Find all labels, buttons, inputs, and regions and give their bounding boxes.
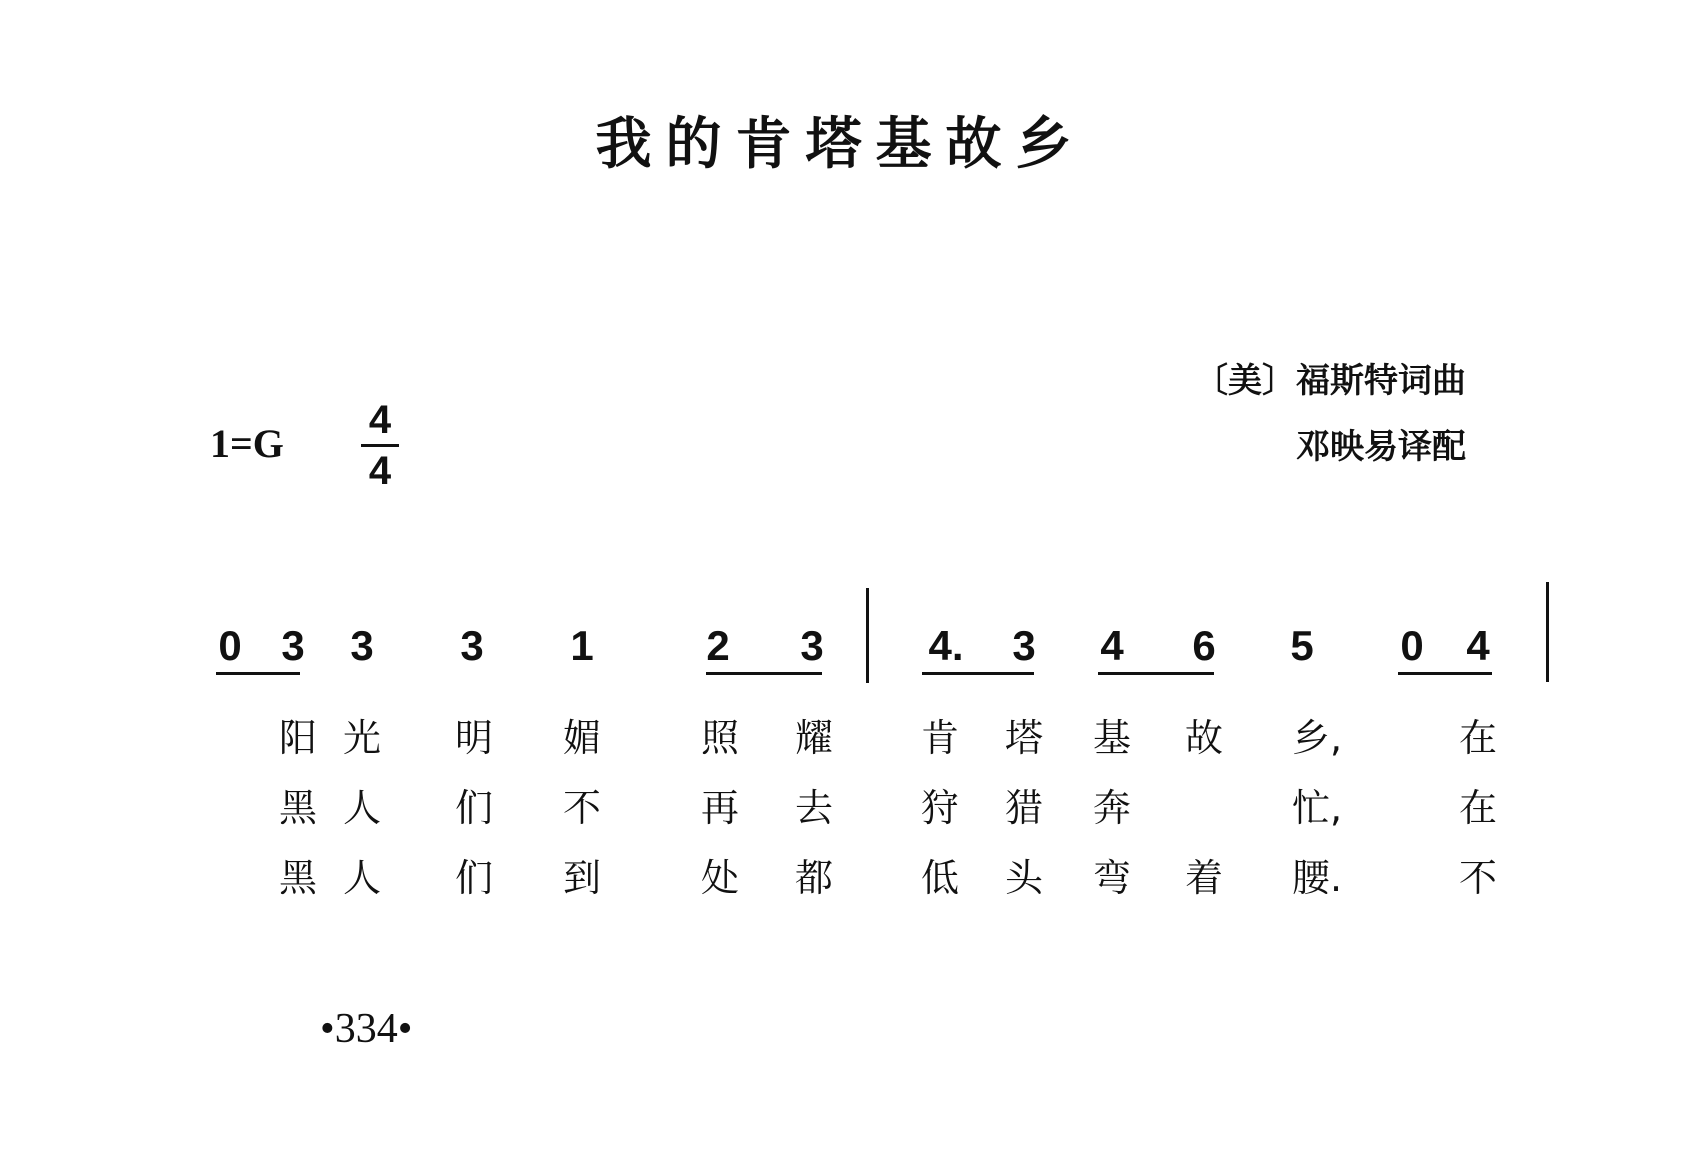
lyric-char: 着 bbox=[1184, 856, 1223, 900]
note: 3 bbox=[800, 622, 824, 669]
lyric-char: 乡, bbox=[1291, 716, 1343, 760]
lyric-char: 处 bbox=[700, 856, 739, 900]
lyric-char: 明 bbox=[454, 716, 493, 760]
note: 0 bbox=[218, 622, 242, 669]
lyric-char: 媚 bbox=[562, 716, 601, 760]
lyric-char: 腰. bbox=[1291, 856, 1343, 900]
lyric-char: 奔 bbox=[1092, 786, 1131, 830]
lyric-char: 塔 bbox=[1004, 716, 1043, 760]
lyric-char: 忙, bbox=[1291, 786, 1343, 830]
note: 3 bbox=[1012, 622, 1036, 669]
note: 1 bbox=[570, 622, 594, 669]
lyric-char: 弯 bbox=[1092, 856, 1131, 900]
note: 5 bbox=[1290, 622, 1314, 669]
note: 4. bbox=[928, 622, 964, 669]
lyric-char: 阳 bbox=[278, 716, 317, 760]
note: 4 bbox=[1466, 622, 1490, 669]
underline bbox=[1398, 672, 1492, 675]
lyric-char: 在 bbox=[1458, 716, 1497, 760]
lyric-char: 们 bbox=[454, 786, 493, 830]
underline bbox=[922, 672, 1034, 675]
time-signature-line bbox=[361, 444, 399, 447]
lyric-char: 黑 bbox=[278, 786, 317, 830]
lyric-char: 低 bbox=[920, 856, 959, 900]
composer-credit: 〔美〕福斯特词曲 bbox=[1194, 361, 1466, 401]
lyric-char: 黑 bbox=[278, 856, 317, 900]
note: 6 bbox=[1192, 622, 1216, 669]
lyric-char: 不 bbox=[1458, 856, 1497, 900]
lyric-char: 头 bbox=[1004, 856, 1043, 900]
note: 0 bbox=[1400, 622, 1424, 669]
lyric-char: 在 bbox=[1458, 786, 1497, 830]
lyric-char: 再 bbox=[700, 786, 739, 830]
lyric-char: 去 bbox=[794, 786, 833, 830]
lyric-char: 基 bbox=[1092, 716, 1131, 760]
lyric-char: 耀 bbox=[794, 716, 833, 760]
translator-credit: 邓映易译配 bbox=[1296, 427, 1466, 467]
underline bbox=[216, 672, 300, 675]
note: 2 bbox=[706, 622, 730, 669]
lyric-char: 狩 bbox=[920, 786, 959, 830]
underline bbox=[706, 672, 822, 675]
barline bbox=[1546, 582, 1549, 682]
underline bbox=[1098, 672, 1214, 675]
key-signature: 1=G bbox=[210, 421, 284, 466]
lyric-char: 人 bbox=[342, 856, 381, 900]
lyric-char: 都 bbox=[794, 856, 833, 900]
note: 3 bbox=[460, 622, 484, 669]
lyric-char: 不 bbox=[562, 786, 601, 830]
lyric-char: 肯 bbox=[920, 716, 959, 760]
lyric-char: 人 bbox=[342, 786, 381, 830]
time-signature-denominator: 4 bbox=[368, 449, 392, 493]
note: 4 bbox=[1100, 622, 1124, 669]
lyric-char: 照 bbox=[700, 716, 739, 760]
time-signature bbox=[355, 398, 405, 493]
lyric-char: 到 bbox=[562, 856, 601, 900]
lyric-char: 光 bbox=[342, 716, 381, 760]
barline bbox=[866, 588, 869, 683]
credits bbox=[1194, 348, 1466, 480]
lyric-char: 们 bbox=[454, 856, 493, 900]
song-title: 我的肯塔基故乡 bbox=[595, 112, 1086, 177]
time-signature-numerator: 4 bbox=[368, 398, 392, 442]
lyric-char: 猎 bbox=[1004, 786, 1043, 830]
page-number: •334• bbox=[320, 1006, 413, 1052]
note: 3 bbox=[281, 622, 305, 669]
lyric-char: 故 bbox=[1184, 716, 1223, 760]
note: 3 bbox=[350, 622, 374, 669]
